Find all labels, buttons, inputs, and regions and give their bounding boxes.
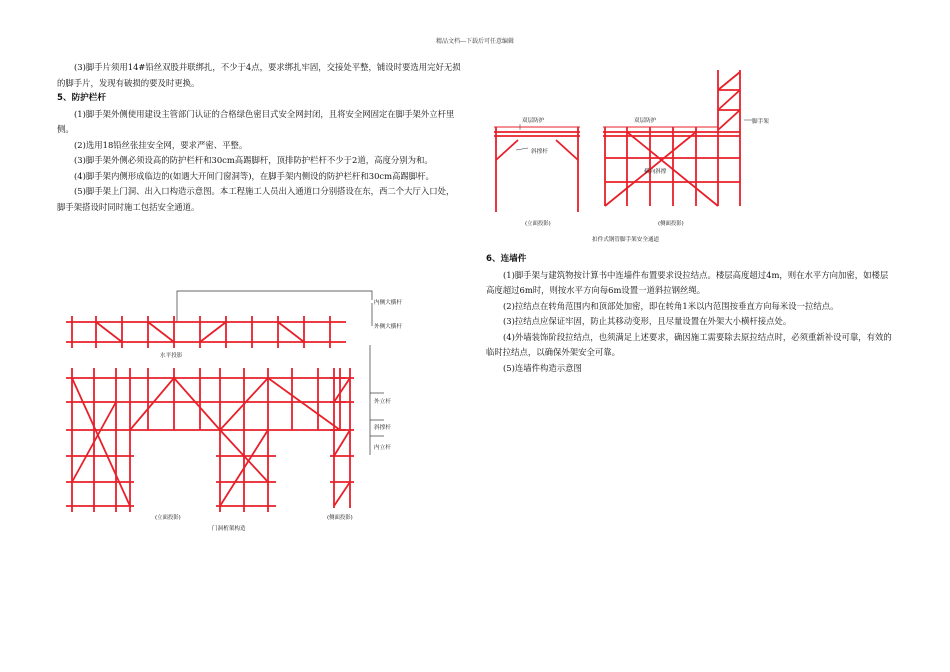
label-outer-big-bar: 外侧大横杆	[374, 324, 402, 330]
item-3: (3)拉结点应保证牢固，防止其移动变形，且尽量设置在外架大小横杆接点处。	[503, 316, 792, 326]
item-2: (2)拉结点在转角范围内和顶部处加密，即在转角1米以内范围按垂直方向每米设一拉结点。	[503, 300, 839, 311]
item-5: (5)脚手架上门洞、出入口构造示意图。本工程施工人员出入通道口分别搭设在东，西二个大厅入口处，脚手架搭设时同时施工包括安全通道。	[57, 186, 455, 212]
label-cross-brace: 横向斜撑	[644, 169, 667, 175]
caption-elevation-top: (立面投影)	[525, 221, 551, 227]
section-5-title: 5、防护栏杆	[57, 93, 106, 103]
paragraph-3: (3)脚手片须用14#铅丝双股并联绑扎，不少于4点，要求绑扎牢固，交接处平整，铺设时要选用完好无损的脚手片，发现有破损的要及时更换。	[57, 62, 461, 88]
page-header: 精品文档---下载后可任意编辑	[435, 38, 515, 45]
passage-diagram-title: 扣件式钢管脚手架安全通道	[592, 237, 660, 243]
passage-diagram	[494, 70, 740, 212]
caption-side-top: (侧面投影)	[658, 221, 684, 227]
label-inner-big-bar: 内侧大横杆	[374, 300, 402, 306]
door-truss-diagram	[66, 316, 354, 512]
label-diagonal-brace: 斜撑杆	[531, 149, 548, 155]
label-inner-pole: 内立杆	[374, 445, 391, 451]
caption-elevation-bottom: (立面投影)	[155, 515, 181, 521]
label-double-protection-right: 双层防护	[634, 118, 657, 124]
label-outer-pole: 外立杆	[374, 399, 391, 405]
label-double-protection-left: 双层防护	[522, 118, 545, 124]
item-1: (1)脚手架外侧使用建设主管部门认证的合格绿色密目式安全网封闭，且将安全网固定在脚手架外立杆里侧。	[57, 108, 455, 134]
label-scaffold: 脚手架	[752, 119, 769, 125]
item-1: (1)脚手架与建筑物按计算书中连墙件布置要求设拉结点。楼层高度超过4m，则在水平方向加密，如楼层高度超过6m时，则按水平方向每6m设置一道斜拉钢丝绳。	[486, 269, 889, 295]
item-3: (3)脚手架外侧必须设高的防护栏杆和30cm高踢脚杆，顶排防护栏杆不少于2道，高度分别为和。	[74, 155, 433, 165]
label-plan-view: 水平投影	[160, 353, 183, 359]
section-6-title: 6、连墙件	[486, 254, 527, 264]
caption-side-bottom: (侧面投影)	[327, 515, 353, 521]
item-2: (2)选用18铅丝张挂安全网，要求严密、平整。	[74, 139, 248, 150]
label-brace-bar: 斜撑杆	[374, 425, 391, 431]
item-4: (4)脚手架内侧形成临边的(如遇大开间门窗洞等)，在脚手架内侧设的防护栏杆和30cm高踢脚杆。	[74, 170, 434, 181]
item-4: (4)外墙装饰阶段拉结点，也须满足上述要求，确因施工需要除去原拉结点时，必须重新补设可靠，有效的临时拉结点，以确保外架安全可靠。	[486, 331, 892, 357]
door-truss-title: 门洞桁架构造	[212, 526, 246, 532]
item-5: (5)连墙件构造示意图	[503, 362, 582, 373]
